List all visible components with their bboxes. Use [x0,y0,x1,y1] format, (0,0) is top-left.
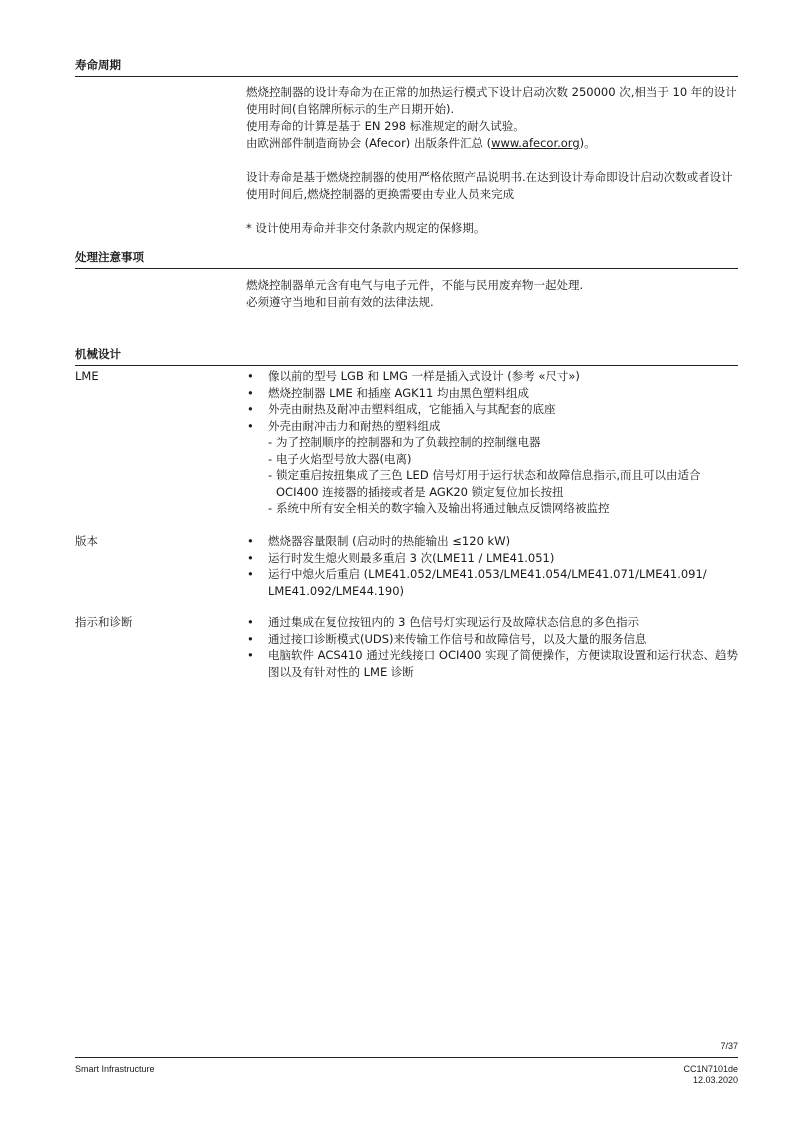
footer-company: Smart Infrastructure [75,1064,155,1074]
list-item: • 通过集成在复位按钮内的 3 色信号灯实现运行及故障状态信息的多色指示 [246,614,738,631]
version-list [246,533,738,599]
sub-list [268,434,738,517]
list-item: • 通过接口诊断模式(UDS)来传输工作信号和故障信号，以及大量的服务信息 [246,631,738,648]
list-item: • 电脑软件 ACS410 通过光线接口 OCI400 实现了简便操作，方便读取设置和运行状态、趋势图以及有针对性的 LME 诊断 [246,647,738,680]
lme-list [246,368,738,517]
lifetime-paragraph-4: 设计寿命是基于燃烧控制器的使用严格依照产品说明书.在达到设计寿命即设计启动次数或者设计使用时间后,燃烧控制器的更换需要由专业人员来完成 [246,170,733,201]
sub-list-item: - 电子火焰型号放大器(电离) [268,451,412,466]
document-date: 12.03.2020 [692,1075,738,1085]
sub-list-item: - 系统中所有安全相关的数字输入及输出将通过触点反馈网络被监控 [268,501,610,515]
diagnostics-label: 指示和诊断 [75,615,133,629]
diagnostics-list [246,614,738,680]
lifetime-p3-prefix: 由欧洲部件制造商协会 (Afecor) 出版条件汇总 ( [246,136,492,150]
afecor-link[interactable]: www.afecor.org [491,136,580,150]
version-label: 版本 [75,534,98,548]
list-item: • 像以前的型号 LGB 和 LMG 一样是插入式设计 (参考 «尺寸») [246,368,738,385]
lifetime-paragraph-2: 使用寿命的计算是基于 EN 298 标准规定的耐久试验。 [246,119,525,133]
disposal-body [246,277,738,311]
disposal-paragraph-1: 燃烧控制器单元含有电气与电子元件，不能与民用废弃物一起处理. [246,278,584,292]
lme-label: LME [75,369,99,383]
lifetime-paragraph-3 [246,135,738,152]
list-item: • 运行时发生熄火则最多重启 3 次(LME11 / LME41.051) [246,550,738,567]
page-number: 7/37 [720,1041,738,1051]
list-item: • 燃烧控制器 LME 和插座 AGK11 均由黑色塑料组成 [246,385,738,402]
disposal-paragraph-2: 必须遵守当地和目前有效的法律法规. [246,295,434,309]
section-title-disposal: 处理注意事项 [75,250,738,269]
list-item [246,418,738,517]
lifetime-p3-suffix: )。 [579,136,596,150]
sub-list-item: - 锁定重启按扭集成了三色 LED 信号灯用于运行状态和故障信息指示,而且可以由适合 OCI400 连接器的插接或者是 AGK20 锁定复位加长按扭 [268,468,701,499]
lifetime-paragraph-1: 燃烧控制器的设计寿命为在正常的加热运行模式下设计启动次数 250000 次,相当于 10 年的设计使用时间(自铭牌所标示的生产日期开始). [246,85,737,116]
lifetime-body [246,84,738,237]
section-title-mechanical: 机械设计 [75,347,738,366]
sub-list-item: - 为了控制顺序的控制器和为了负载控制的控制继电器 [268,435,541,449]
footer-doc-info [683,1064,738,1086]
list-item: • 运行中熄火后重启 (LME41.052/LME41.053/LME41.054/LME41.071/LME41.091/ LME41.092/LME44.190) [246,566,738,599]
document-id: CC1N7101de [683,1064,738,1074]
lifetime-paragraph-5: * 设计使用寿命并非交付条款内规定的保修期。 [246,221,486,235]
list-item: • 燃烧器容量限制 (启动时的热能输出 ≤120 kW) [246,533,738,550]
section-title-lifetime: 寿命周期 [75,58,738,77]
list-item: • 外壳由耐热及耐冲击塑料组成，它能插入与其配套的底座 [246,401,738,418]
footer-divider [75,1057,738,1058]
list-item-text: • 外壳由耐冲击力和耐热的塑料组成 [268,418,441,433]
